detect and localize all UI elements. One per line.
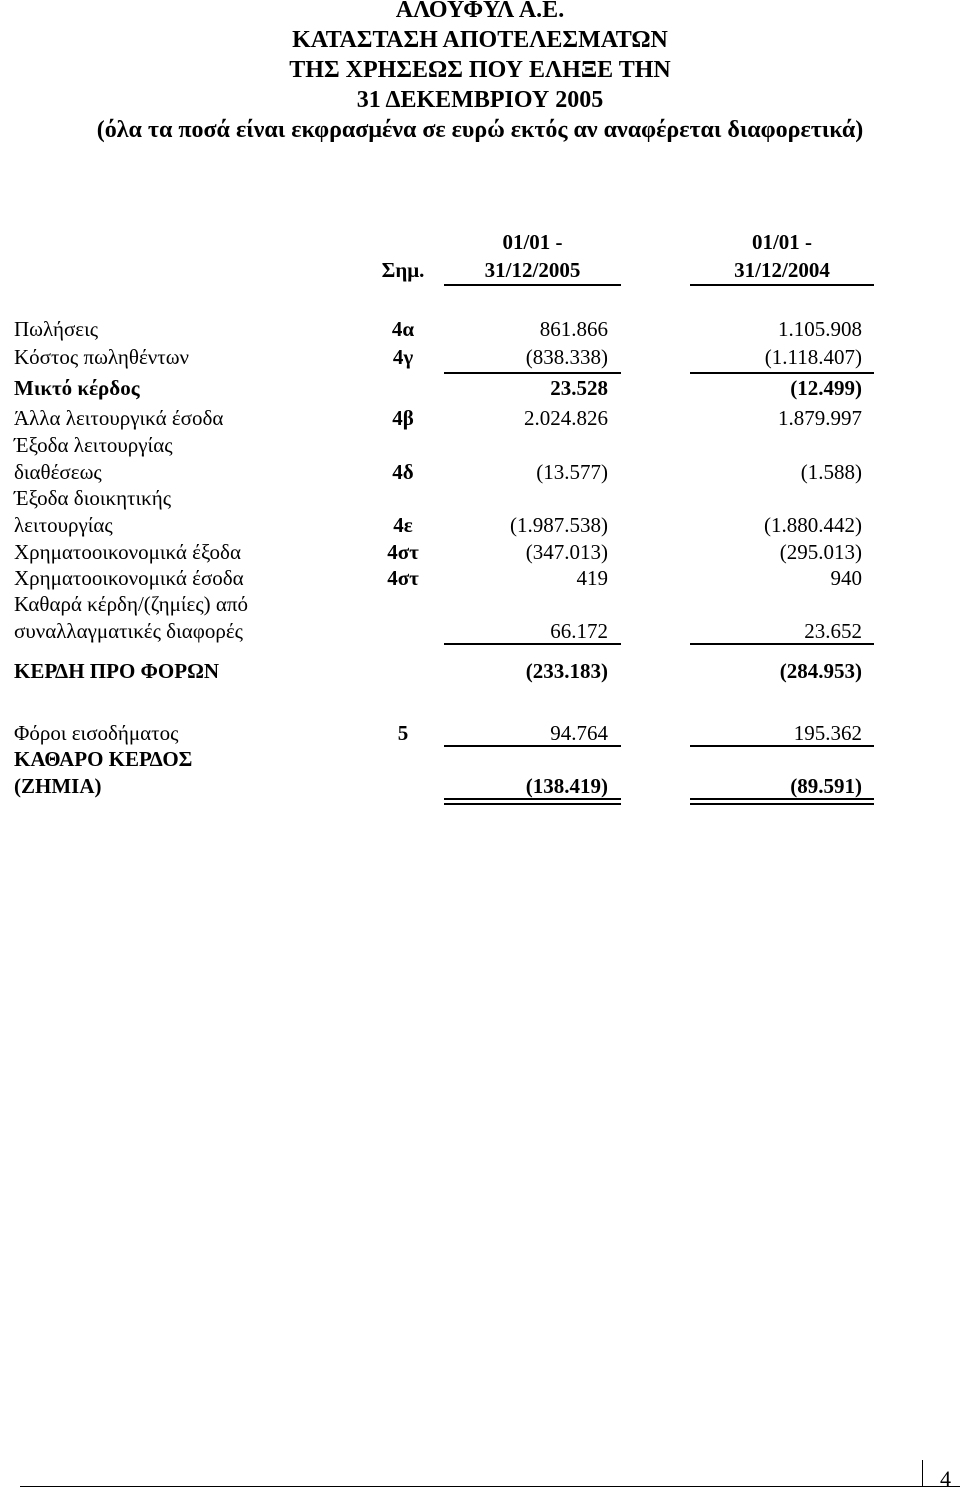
value-2005: (233.183) [525, 659, 608, 683]
value-2004: 1.105.908 [778, 317, 862, 341]
period-2005-header-underline [444, 284, 621, 286]
period-2004-header-underline [690, 284, 874, 286]
row-label-line1: Έξοδα διοικητικής [14, 486, 172, 510]
value-2004: (12.499) [790, 376, 862, 400]
row-label: Κόστος πωληθέντων [14, 345, 190, 369]
subtotal-underline [444, 643, 621, 645]
value-2005: (1.987.538) [510, 513, 608, 537]
period-2005-header-line1: 01/01 - [502, 230, 563, 254]
value-2004: 1.879.997 [778, 406, 862, 430]
row-note: 4γ [392, 345, 414, 369]
period-2004-header-line2: 31/12/2004 [734, 258, 830, 282]
total-double-underline [444, 798, 621, 805]
row-label: Φόροι εισοδήματος [14, 721, 179, 745]
company-name: ΑΛΟΥΦΥΛ Α.Ε. [395, 0, 565, 23]
row-note: 4β [392, 406, 414, 430]
row-label-line2: λειτουργίας [14, 513, 113, 537]
value-2004: (89.591) [790, 774, 862, 798]
subtotal-underline [690, 372, 874, 374]
row-label-line2: (ΖΗΜΙΑ) [14, 774, 102, 798]
value-2004: (1.118.407) [764, 345, 862, 369]
row-label-line1: ΚΑΘΑΡΟ ΚΕΡΔΟΣ [14, 747, 193, 771]
row-label: ΚΕΡΔΗ ΠΡΟ ΦΟΡΩΝ [14, 659, 220, 683]
row-note: 4στ [387, 540, 419, 564]
subtotal-underline [690, 643, 874, 645]
value-2005: (13.577) [536, 460, 608, 484]
value-2005: 66.172 [550, 619, 608, 643]
row-note: 5 [397, 721, 409, 745]
period-2005-header-line2: 31/12/2005 [484, 258, 581, 282]
row-label: Πωλήσεις [14, 317, 99, 341]
row-label-line2: συναλλαγματικές διαφορές [14, 619, 243, 643]
note-column-header: Σημ. [381, 258, 425, 282]
value-2005: (138.419) [525, 774, 608, 798]
value-2004: (1.880.442) [764, 513, 862, 537]
row-label-line1: Έξοδα λειτουργίας [14, 433, 173, 457]
total-double-underline [690, 798, 874, 805]
value-2004: (1.588) [800, 460, 862, 484]
page-number: 4 [940, 1466, 951, 1491]
value-2005: 2.024.826 [524, 406, 608, 430]
subtotal-underline [690, 745, 874, 747]
row-note: 4στ [387, 566, 419, 590]
value-2005: (838.338) [525, 345, 608, 369]
row-label: Μικτό κέρδος [14, 376, 140, 400]
row-note: 4α [391, 317, 415, 341]
value-2005: 861.866 [539, 317, 608, 341]
value-2005: 419 [576, 566, 608, 590]
row-label: Χρηματοοικονομικά έξοδα [14, 540, 241, 564]
row-label-line2: διαθέσεως [14, 460, 102, 484]
value-2005: (347.013) [525, 540, 608, 564]
row-label: Άλλα λειτουργικά έσοδα [14, 406, 224, 430]
value-2004: 940 [830, 566, 862, 590]
subtotal-underline [444, 745, 621, 747]
row-note: 4δ [392, 460, 414, 484]
value-2004: (295.013) [779, 540, 862, 564]
value-2005: 94.764 [550, 721, 608, 745]
statement-title-line1: ΚΑΤΑΣΤΑΣΗ ΑΠΟΤΕΛΕΣΜΑΤΩΝ [292, 27, 668, 53]
statement-title-line3: 31 ΔΕΚΕΜΒΡΙΟΥ 2005 [356, 87, 604, 113]
subtotal-underline [444, 372, 621, 374]
row-label: Χρηματοοικονομικά έσοδα [14, 566, 244, 590]
value-2004: 23.652 [804, 619, 862, 643]
value-2004: 195.362 [793, 721, 862, 745]
row-note: 4ε [393, 513, 413, 537]
value-2005: 23.528 [550, 376, 608, 400]
currency-note: (όλα τα ποσά είναι εκφρασμένα σε ευρώ εκτός αν αναφέρεται διαφορετικά) [96, 117, 864, 143]
statement-title-line2: ΤΗΣ ΧΡΗΣΕΩΣ ΠΟΥ ΕΛΗΞΕ ΤΗΝ [289, 57, 671, 83]
value-2004: (284.953) [779, 659, 862, 683]
row-label-line1: Καθαρά κέρδη/(ζημίες) από [14, 592, 249, 616]
footer-rule [20, 1486, 922, 1487]
period-2004-header-line1: 01/01 - [751, 230, 813, 254]
